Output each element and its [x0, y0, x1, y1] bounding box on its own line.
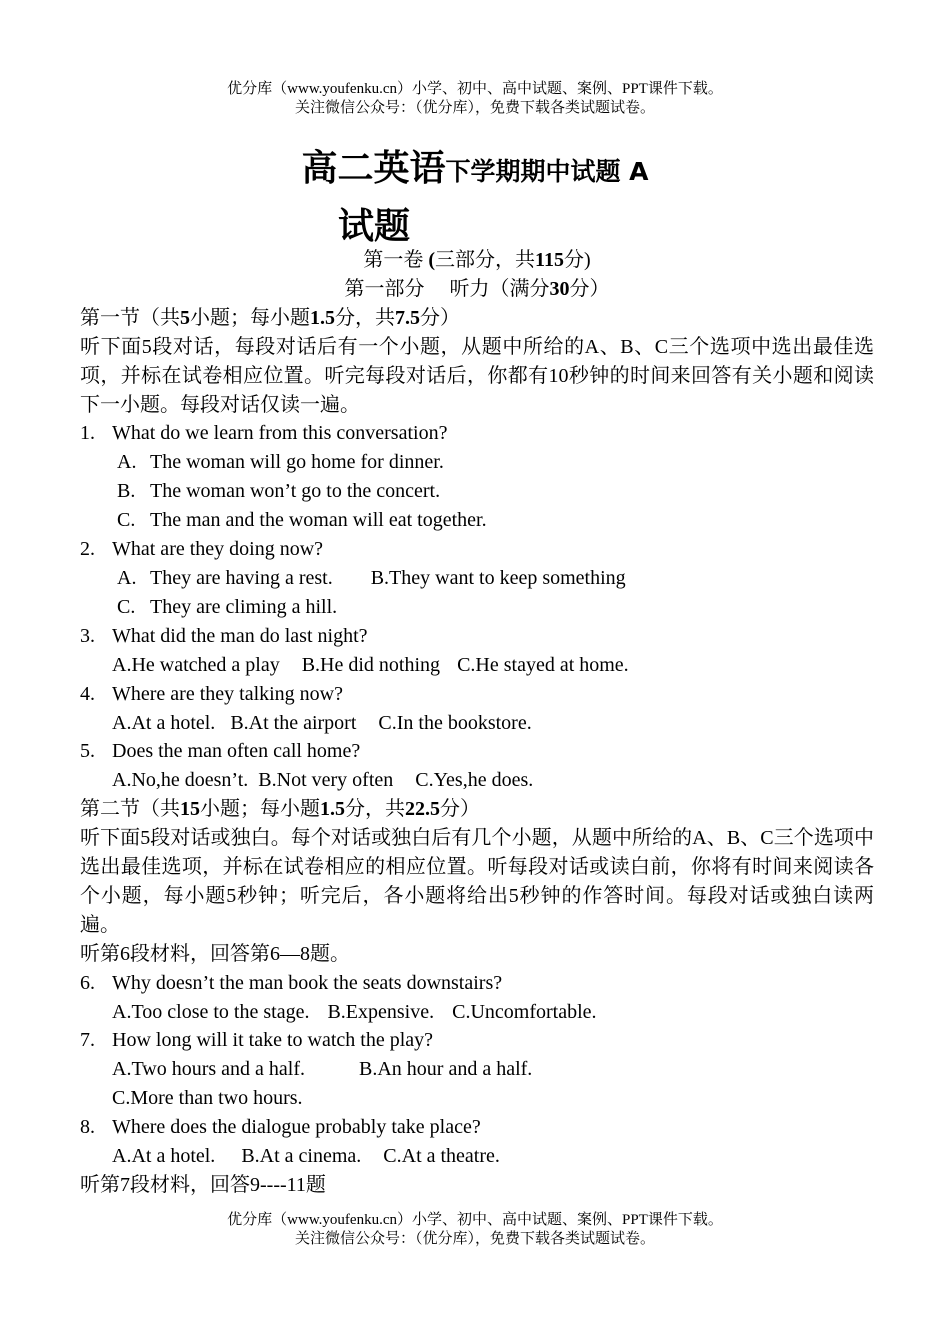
q2-option-c: C. They are climing a hill. [117, 595, 338, 618]
material-6-note: 听第6段材料，回答第6—8题。 [80, 942, 350, 965]
volume-heading: 第一卷 (三部分，共115分) [363, 249, 591, 271]
question-4: 4. Where are they talking now? [80, 682, 344, 705]
q7-options-ab: A.Two hours and a half. B.An hour and a half. [112, 1058, 533, 1081]
q1-option-b: B. The woman won’t go to the concert. [117, 480, 441, 503]
header-line-1: 优分库（www.youfenku.cn）小学、初中、高中试题、案例、PPT课件下载。 [227, 81, 723, 97]
footer-line-1: 优分库（www.youfenku.cn）小学、初中、高中试题、案例、PPT课件下载。 [227, 1212, 723, 1228]
section1-heading: 第一节（共5小题；每小题1.5分，共7.5分） [80, 306, 460, 329]
q6-options: A.Too close to the stage. B.Expensive. C.Uncomfortable. [112, 1000, 597, 1023]
section2-heading: 第二节（共15小题；每小题1.5分，共22.5分） [80, 798, 480, 821]
question-5: 5. Does the man often call home? [80, 740, 361, 763]
question-8: 8. Where does the dialogue probably take place? [80, 1116, 481, 1139]
section1-instructions: 听下面5段对话，每段对话后有一个小题，从题中所给的A、B、C三个选项中选出最佳选项，并标在试卷相应位置。听完每段对话后，你都有10秒钟的时间来回答有关小题和阅读下一小题。每段对话仅读一遍。 [80, 335, 874, 416]
title-big: 高二英语 [301, 148, 446, 189]
section2-instructions: 听下面5段对话或独白。每个对话或独白后有几个小题，从题中所给的A、B、C三个选项中选出最佳选项，并标在试卷相应的相应位置。听每段对话或读白前，你将有时间来阅读各个小题，每小题5秒钟；听完后，各小题将给出5秒钟的作答时间。每段对话或独白读两遍。 [80, 827, 874, 936]
title-medium: 下学期期中试题 A [445, 157, 649, 186]
exam-title [0, 140, 950, 191]
question-7: 7. How long will it take to watch the play? [80, 1029, 434, 1052]
q7-option-c: C.More than two hours. [112, 1087, 303, 1110]
q3-options: A.He watched a play B.He did nothing C.He stayed at home. [112, 653, 629, 676]
q4-options: A.At a hotel. B.At the airport C.In the bookstore. [112, 711, 532, 734]
question-3: 3. What did the man do last night? [80, 624, 368, 647]
exam-content [80, 246, 874, 1200]
question-1: 1. What do we learn from this conversation? [80, 422, 448, 445]
header-line-2: 关注微信公众号：（优分库），免费下载各类试题试卷。 [294, 100, 655, 116]
footer-line-2: 关注微信公众号：（优分库），免费下载各类试题试卷。 [294, 1231, 655, 1247]
q5-options: A.No,he doesn’t. B.Not very often C.Yes,he does. [112, 769, 534, 792]
question-2: 2. What are they doing now? [80, 538, 324, 561]
q1-option-a: A. The woman will go home for dinner. [117, 451, 444, 474]
page-header [0, 80, 950, 118]
q1-option-c: C. The man and the woman will eat together. [117, 509, 487, 532]
exam-title-line2: 试题 [338, 206, 411, 247]
q2-option-ab: A. They are having a rest. B.They want to keep something [117, 566, 626, 589]
page-footer [0, 1211, 950, 1249]
q8-options: A.At a hotel. B.At a cinema. C.At a theatre. [112, 1145, 500, 1168]
material-7-note: 听第7段材料，回答9----11题 [80, 1174, 326, 1196]
part1-heading: 第一部分 听力（满分30分） [344, 277, 610, 300]
question-6: 6. Why doesn’t the man book the seats downstairs? [80, 971, 503, 994]
